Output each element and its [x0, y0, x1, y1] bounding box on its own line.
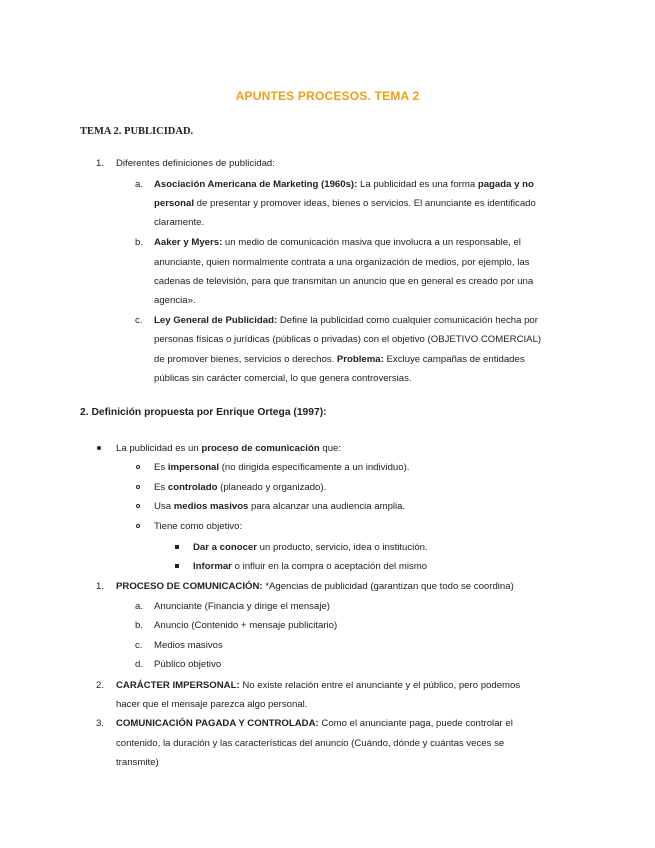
list-letter: a. [135, 601, 144, 612]
list-number: 3. [96, 718, 105, 729]
list-letter: c. [135, 640, 143, 651]
list-letter: b. [135, 237, 144, 248]
definition-b-line4: agencia». [154, 295, 196, 306]
list2-item3-line1: COMUNICACIÓN PAGADA Y CONTROLADA: Como el anunciante paga, puede controlar el [116, 718, 513, 729]
list2-sub-text: Público objetivo [154, 659, 222, 670]
definition-a-line2: personal de presentar y promover ideas, bienes o servicios. El anunciante es identificado [154, 198, 536, 209]
definition-a-line3: claramente. [154, 217, 205, 228]
list-letter: b. [135, 620, 144, 631]
sub-bullet-text: Es impersonal (no dirigida específicamente a un individuo). [154, 462, 410, 473]
list2-sub-text: Anunciante (Financia y dirige el mensaje) [154, 601, 330, 612]
bullet-square-icon [175, 545, 179, 549]
section-heading-tema: TEMA 2. PUBLICIDAD. [80, 126, 194, 137]
definition-b-line3: cadenas de televisión, para que transmitan un anuncio que en general es creado por una [154, 276, 534, 287]
list2-item3-line3: transmite) [116, 757, 159, 768]
definition-b-line1: Aaker y Myers: un medio de comunicación masiva que involucra a un responsable, el [154, 237, 521, 248]
list2-item2-line2: hacer que el mensaje parezca algo personal. [116, 699, 308, 710]
section-heading-2: 2. Definición propuesta por Enrique Ortega (1997): [80, 407, 327, 418]
list-number: 2. [96, 680, 105, 691]
definition-c-line2: personas físicas o jurídicas (públicas o privadas) con el objetivo (OBJETIVO COMERCIAL) [154, 334, 542, 345]
definition-b-line2: anunciante, quien normalmente contrata a una organización de medios, por ejemplo, las [154, 257, 530, 268]
sub-bullet-text: Es controlado (planeado y organizado). [154, 482, 327, 493]
list2-item1-text: PROCESO DE COMUNICACIÓN: *Agencias de publicidad (garantizan que todo se coordina) [116, 581, 514, 592]
bullet-circle-icon [136, 485, 140, 489]
bullet-square-icon [175, 564, 179, 568]
bullet-circle-icon [136, 504, 140, 508]
definition-c-line1: Ley General de Publicidad: Define la publicidad como cualquier comunicación hecha por [154, 315, 538, 326]
bullet-circle-icon [136, 465, 140, 469]
list-letter: d. [135, 659, 144, 670]
bullet-dot-icon [97, 446, 101, 450]
definition-c-line3: de promover bienes, servicios o derechos. Problema: Excluye campañas de entidades [154, 354, 525, 365]
bullet-circle-icon [136, 524, 140, 528]
list2-sub-text: Anuncio (Contenido + mensaje publicitario) [154, 620, 338, 631]
list2-sub-text: Medios masivos [154, 640, 223, 651]
list-item-text: Diferentes definiciones de publicidad: [116, 158, 275, 169]
definition-c-line4: públicas sin carácter comercial, lo que genera controversias. [154, 373, 412, 384]
bullet-main-text: La publicidad es un proceso de comunicación que: [116, 443, 342, 454]
list-letter: a. [135, 179, 144, 190]
list-number: 1. [96, 158, 105, 169]
sub-bullet-text: Tiene como objetivo: [154, 521, 243, 532]
list2-item2-line1: CARÁCTER IMPERSONAL: No existe relación entre el anunciante y el público, pero podemos [116, 680, 521, 691]
list-letter: c. [135, 315, 143, 326]
list-number: 1. [96, 581, 105, 592]
square-bullet-text: Informar o influir en la compra o aceptación del mismo [193, 561, 428, 572]
square-bullet-text: Dar a conocer un producto, servicio, idea o institución. [193, 542, 428, 553]
document-title: APUNTES PROCESOS. TEMA 2 [235, 89, 420, 103]
definition-a-line1: Asociación Americana de Marketing (1960s): La publicidad es una forma pagada y no [154, 179, 534, 190]
sub-bullet-text: Usa medios masivos para alcanzar una audiencia amplia. [154, 501, 406, 512]
list2-item3-line2: contenido, la duración y las características del anuncio (Cuándo, dónde y cuántas veces se [116, 738, 505, 749]
